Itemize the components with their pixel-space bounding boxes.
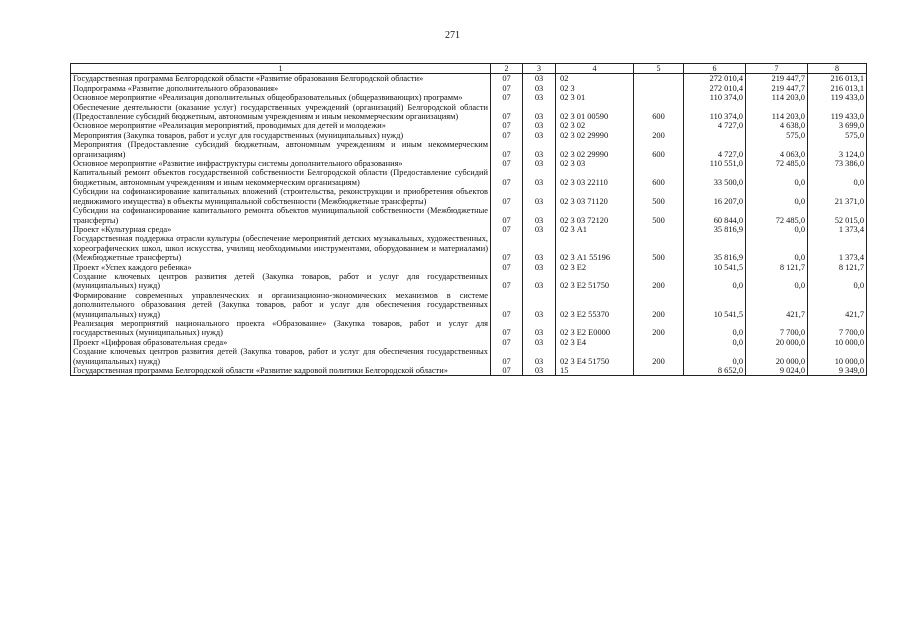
header-cell-5: 5: [634, 64, 684, 74]
section-code: 07: [491, 74, 523, 84]
header-cell-2: 2: [491, 64, 523, 74]
section-code: 07: [491, 291, 523, 319]
subsection-code: 03: [523, 93, 556, 102]
amount-year-3: 8 121,7: [808, 263, 867, 272]
subsection-code: 03: [523, 234, 556, 262]
table-body: [71, 74, 867, 376]
expense-type-code: 200: [634, 272, 684, 291]
target-article-code: 02 3 Е4 51750: [556, 347, 634, 366]
expense-type-code: [634, 263, 684, 272]
table-row: [71, 206, 867, 225]
table-row: [71, 93, 867, 102]
row-title: Основное мероприятие «Реализация дополнительных общеобразовательных (общеразвивающих) программ»: [71, 93, 491, 102]
target-article-code: 02 3 Е2 55370: [556, 291, 634, 319]
amount-year-2: 20 000,0: [746, 338, 808, 347]
row-title: Капитальный ремонт объектов государственной собственности Белгородской области (Предоставление субсидий бюджетным, автономным учреждениям и иным некоммерческим организациям): [71, 168, 491, 187]
amount-year-3: 575,0: [808, 131, 867, 140]
amount-year-2: 114 203,0: [746, 103, 808, 122]
amount-year-2: 9 024,0: [746, 366, 808, 376]
target-article-code: 02 3 А1: [556, 225, 634, 234]
section-code: 07: [491, 366, 523, 376]
expense-type-code: 600: [634, 140, 684, 159]
amount-year-2: 20 000,0: [746, 347, 808, 366]
amount-year-1: 0,0: [684, 272, 746, 291]
budget-table: [70, 63, 867, 376]
amount-year-1: 16 207,0: [684, 187, 746, 206]
amount-year-1: 4 727,0: [684, 140, 746, 159]
target-article-code: 02 3 03 71120: [556, 187, 634, 206]
header-cell-3: 3: [523, 64, 556, 74]
target-article-code: 02 3 03: [556, 159, 634, 168]
section-code: 07: [491, 84, 523, 93]
amount-year-1: 60 844,0: [684, 206, 746, 225]
amount-year-3: 73 386,0: [808, 159, 867, 168]
amount-year-3: 119 433,0: [808, 93, 867, 102]
amount-year-2: 72 485,0: [746, 159, 808, 168]
target-article-code: 02 3 Е2: [556, 263, 634, 272]
amount-year-2: 72 485,0: [746, 206, 808, 225]
section-code: 07: [491, 319, 523, 338]
amount-year-2: 421,7: [746, 291, 808, 319]
table-row: [71, 338, 867, 347]
row-title: Основное мероприятие «Реализация мероприятий, проводимых для детей и молодежи»: [71, 121, 491, 130]
table-row: [71, 366, 867, 376]
expense-type-code: [634, 121, 684, 130]
amount-year-1: 272 010,4: [684, 84, 746, 93]
table-row: [71, 187, 867, 206]
subsection-code: 03: [523, 168, 556, 187]
amount-year-3: 10 000,0: [808, 347, 867, 366]
table-row: [71, 291, 867, 319]
expense-type-code: [634, 93, 684, 102]
expense-type-code: 200: [634, 291, 684, 319]
amount-year-3: 216 013,1: [808, 84, 867, 93]
expense-type-code: 500: [634, 234, 684, 262]
subsection-code: 03: [523, 131, 556, 140]
target-article-code: 02 3 Е2 Е0000: [556, 319, 634, 338]
amount-year-2: 114 203,0: [746, 93, 808, 102]
amount-year-2: 0,0: [746, 187, 808, 206]
subsection-code: 03: [523, 263, 556, 272]
amount-year-1: 110 374,0: [684, 93, 746, 102]
target-article-code: 02 3 01: [556, 93, 634, 102]
expense-type-code: 500: [634, 187, 684, 206]
table-row: [71, 272, 867, 291]
row-title: Мероприятия (Закупка товаров, работ и услуг для государственных (муниципальных) нужд): [71, 131, 491, 140]
amount-year-2: 219 447,7: [746, 84, 808, 93]
table-row: [71, 347, 867, 366]
amount-year-2: 0,0: [746, 168, 808, 187]
target-article-code: 02 3 03 22110: [556, 168, 634, 187]
target-article-code: 02 3 03 72120: [556, 206, 634, 225]
expense-type-code: 600: [634, 103, 684, 122]
row-title: Реализация мероприятий национального проекта «Образование» (Закупка товаров, работ и услуг для государственных (муниципальных) нужд): [71, 319, 491, 338]
amount-year-2: 575,0: [746, 131, 808, 140]
section-code: 07: [491, 234, 523, 262]
amount-year-3: 21 371,0: [808, 187, 867, 206]
amount-year-2: 0,0: [746, 225, 808, 234]
header-cell-7: 7: [746, 64, 808, 74]
row-title: Государственная поддержка отрасли культуры (обеспечение мероприятий детских музыкальных, художественных, хореографических школ, школ искусства, училищ необходимыми инструментами, оборудованием и материалами) (Межбюджетные трансферты): [71, 234, 491, 262]
expense-type-code: 600: [634, 168, 684, 187]
amount-year-1: 110 374,0: [684, 103, 746, 122]
header-cell-1: 1: [71, 64, 491, 74]
amount-year-3: 216 013,1: [808, 74, 867, 84]
section-code: 07: [491, 272, 523, 291]
section-code: 07: [491, 159, 523, 168]
amount-year-3: 1 373,4: [808, 225, 867, 234]
amount-year-1: 35 816,9: [684, 234, 746, 262]
section-code: 07: [491, 187, 523, 206]
row-title: Субсидии на софинансирование капитального ремонта объектов муниципальной собственности (Межбюджетные трансферты): [71, 206, 491, 225]
table-row: [71, 103, 867, 122]
target-article-code: 02 3 02 29990: [556, 131, 634, 140]
amount-year-1: 10 541,5: [684, 263, 746, 272]
section-code: 07: [491, 131, 523, 140]
subsection-code: 03: [523, 121, 556, 130]
row-title: Проект «Цифровая образовательная среда»: [71, 338, 491, 347]
subsection-code: 03: [523, 338, 556, 347]
subsection-code: 03: [523, 347, 556, 366]
subsection-code: 03: [523, 319, 556, 338]
expense-type-code: [634, 74, 684, 84]
row-title: Формирование современных управленческих и организационно-экономических механизмов в системе дополнительного образования детей (Закупка товаров, работ и услуг для обеспечения государственных (муниципальных) нужд): [71, 291, 491, 319]
table-row: [71, 319, 867, 338]
section-code: 07: [491, 140, 523, 159]
table-row: [71, 225, 867, 234]
table-row: [71, 121, 867, 130]
target-article-code: 02 3 02 29990: [556, 140, 634, 159]
header-cell-8: 8: [808, 64, 867, 74]
table-row: [71, 140, 867, 159]
row-title: Подпрограмма «Развитие дополнительного образования»: [71, 84, 491, 93]
amount-year-3: 119 433,0: [808, 103, 867, 122]
subsection-code: 03: [523, 74, 556, 84]
row-title: Проект «Культурная среда»: [71, 225, 491, 234]
expense-type-code: 200: [634, 319, 684, 338]
amount-year-2: 7 700,0: [746, 319, 808, 338]
amount-year-3: 10 000,0: [808, 338, 867, 347]
section-code: 07: [491, 93, 523, 102]
page-number: 271: [445, 30, 460, 41]
amount-year-2: 0,0: [746, 234, 808, 262]
target-article-code: 02 3 А1 55196: [556, 234, 634, 262]
section-code: 07: [491, 168, 523, 187]
amount-year-1: 0,0: [684, 347, 746, 366]
amount-year-2: 4 063,0: [746, 140, 808, 159]
table-row: [71, 159, 867, 168]
amount-year-3: 52 015,0: [808, 206, 867, 225]
amount-year-3: 3 699,0: [808, 121, 867, 130]
header-row: [71, 64, 867, 74]
target-article-code: 02 3 02: [556, 121, 634, 130]
section-code: 07: [491, 121, 523, 130]
section-code: 07: [491, 263, 523, 272]
amount-year-3: 1 373,4: [808, 234, 867, 262]
target-article-code: 02 3 Е4: [556, 338, 634, 347]
row-title: Создание ключевых центров развития детей (Закупка товаров, работ и услуг для государственных (муниципальных) нужд): [71, 272, 491, 291]
row-title: Государственная программа Белгородской области «Развитие образования Белгородской области»: [71, 74, 491, 84]
expense-type-code: 200: [634, 347, 684, 366]
section-code: 07: [491, 206, 523, 225]
header-cell-6: 6: [684, 64, 746, 74]
target-article-code: 02 3 Е2 51750: [556, 272, 634, 291]
amount-year-2: 4 638,0: [746, 121, 808, 130]
target-article-code: 02 3: [556, 84, 634, 93]
row-title: Мероприятия (Предоставление субсидий бюджетным, автономным учреждениям и иным некоммерческим организациям): [71, 140, 491, 159]
amount-year-3: 3 124,0: [808, 140, 867, 159]
amount-year-3: 0,0: [808, 272, 867, 291]
amount-year-1: 35 816,9: [684, 225, 746, 234]
row-title: Государственная программа Белгородской области «Развитие кадровой политики Белгородской области»: [71, 366, 491, 376]
row-title: Основное мероприятие «Развитие инфраструктуры системы дополнительного образования»: [71, 159, 491, 168]
expense-type-code: [634, 84, 684, 93]
header-cell-4: 4: [556, 64, 634, 74]
subsection-code: 03: [523, 140, 556, 159]
amount-year-1: 0,0: [684, 338, 746, 347]
expense-type-code: [634, 225, 684, 234]
amount-year-1: [684, 131, 746, 140]
subsection-code: 03: [523, 225, 556, 234]
subsection-code: 03: [523, 103, 556, 122]
table-row: [71, 168, 867, 187]
expense-type-code: 500: [634, 206, 684, 225]
subsection-code: 03: [523, 366, 556, 376]
amount-year-3: 421,7: [808, 291, 867, 319]
row-title: Проект «Успех каждого ребенка»: [71, 263, 491, 272]
section-code: 07: [491, 338, 523, 347]
section-code: 07: [491, 347, 523, 366]
subsection-code: 03: [523, 187, 556, 206]
table-row: [71, 263, 867, 272]
amount-year-2: 0,0: [746, 272, 808, 291]
amount-year-3: 0,0: [808, 168, 867, 187]
subsection-code: 03: [523, 206, 556, 225]
expense-type-code: [634, 159, 684, 168]
amount-year-1: 8 652,0: [684, 366, 746, 376]
target-article-code: 02 3 01 00590: [556, 103, 634, 122]
amount-year-3: 7 700,0: [808, 319, 867, 338]
row-title: Субсидии на софинансирование капитальных вложений (строительства, реконструкции и приобретения объектов недвижимого имущества) в объекты муниципальной собственности (Межбюджетные трансферты): [71, 187, 491, 206]
row-title: Обеспечение деятельности (оказание услуг) государственных учреждений (организаций) Белгородской области (Предоставление субсидий бюджетным, автономным учреждениям и иным некоммерческим организациям): [71, 103, 491, 122]
amount-year-2: 219 447,7: [746, 74, 808, 84]
subsection-code: 03: [523, 159, 556, 168]
target-article-code: 02: [556, 74, 634, 84]
section-code: 07: [491, 103, 523, 122]
expense-type-code: 200: [634, 131, 684, 140]
amount-year-2: 8 121,7: [746, 263, 808, 272]
table-row: [71, 131, 867, 140]
amount-year-1: 33 500,0: [684, 168, 746, 187]
subsection-code: 03: [523, 291, 556, 319]
row-title: Создание ключевых центров развития детей (Закупка товаров, работ и услуг для обеспечения государственных (муниципальных) нужд): [71, 347, 491, 366]
amount-year-1: 272 010,4: [684, 74, 746, 84]
table-row: [71, 234, 867, 262]
subsection-code: 03: [523, 272, 556, 291]
expense-type-code: [634, 338, 684, 347]
table-row: [71, 74, 867, 84]
section-code: 07: [491, 225, 523, 234]
amount-year-3: 9 349,0: [808, 366, 867, 376]
amount-year-1: 4 727,0: [684, 121, 746, 130]
amount-year-1: 110 551,0: [684, 159, 746, 168]
target-article-code: 15: [556, 366, 634, 376]
expense-type-code: [634, 366, 684, 376]
amount-year-1: 0,0: [684, 319, 746, 338]
amount-year-1: 10 541,5: [684, 291, 746, 319]
subsection-code: 03: [523, 84, 556, 93]
table-row: [71, 84, 867, 93]
